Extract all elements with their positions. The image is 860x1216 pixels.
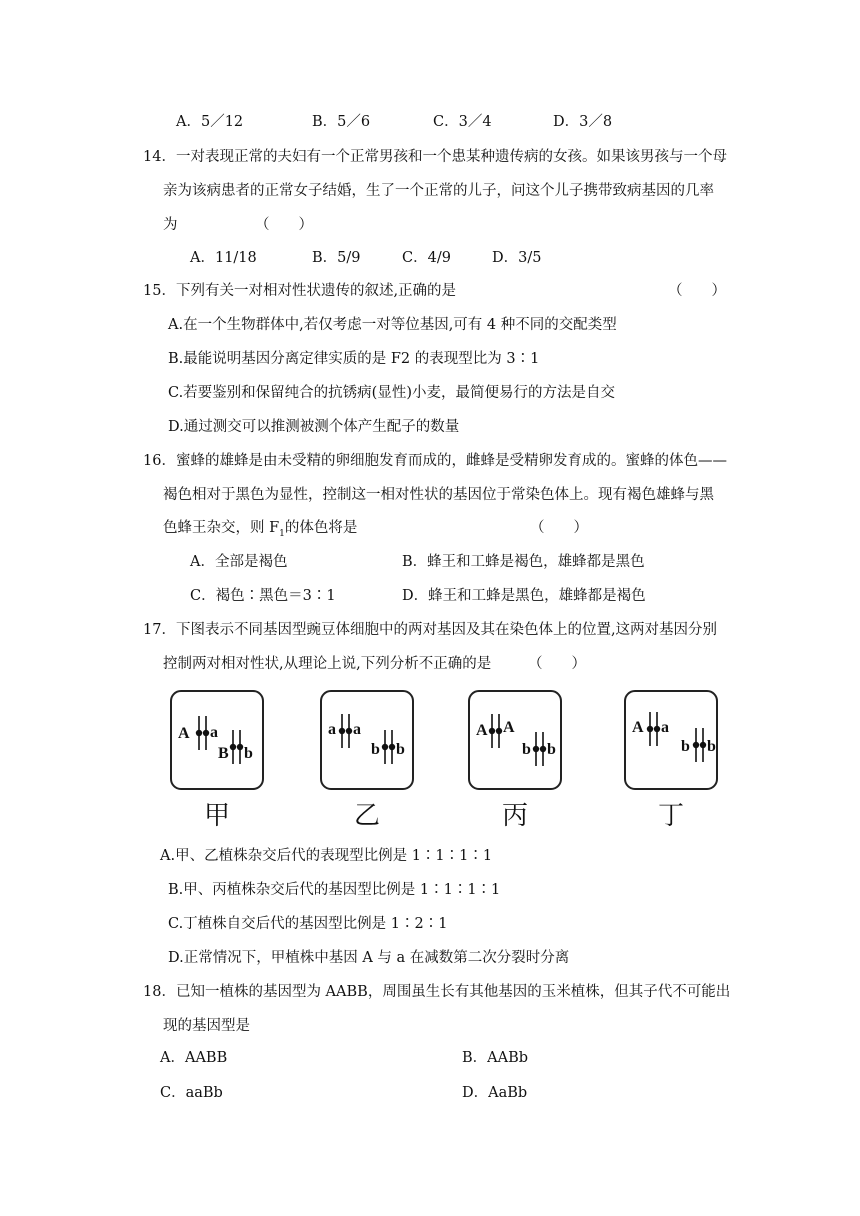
- gene-label: A: [178, 725, 190, 742]
- cell-yi-chromosomes: [322, 692, 416, 792]
- q17-stem-line-1: 17．下图表示不同基因型豌豆体细胞中的两对基因及其在染色体上的位置,这两对基因分别: [143, 622, 718, 638]
- q14-answer-blank: （ ）: [255, 217, 313, 233]
- caption-jia: 甲: [203, 801, 230, 831]
- q18-option-b: B．AABb: [462, 1050, 529, 1066]
- gene-label: A: [476, 722, 488, 739]
- gene-label: b: [681, 738, 690, 755]
- q14-option-d: D．3/5: [492, 250, 542, 266]
- q16-option-d: D．蜂王和工蜂是黑色，雄蜂都是褐色: [402, 588, 646, 604]
- q15-option-a: A.在一个生物群体中,若仅考虑一对等位基因,可有 4 种不同的交配类型: [168, 317, 617, 333]
- cell-yi: [320, 690, 414, 790]
- q18-stem-line-1: 18．已知一植株的基因型为 AABB，周围虽生长有其他基因的玉米植株，但其子代不可能出: [143, 984, 731, 1000]
- q16-option-c: C．褐色∶黑色＝3∶1: [190, 588, 336, 604]
- q14-stem-line-1: 14．一对表现正常的夫妇有一个正常男孩和一个患某种遗传病的女孩。如果该男孩与一个母: [143, 149, 727, 165]
- cell-bing: [468, 690, 562, 790]
- q17-option-b: B.甲、丙植株杂交后代的基因型比例是 1∶1∶1∶1: [168, 882, 501, 898]
- q14-option-c: C．4/9: [402, 250, 451, 266]
- q17-option-c: C.丁植株自交后代的基因型比例是 1∶2∶1: [168, 916, 448, 932]
- q16-stem-line-2: 褐色相对于黑色为显性，控制这一相对性状的基因位于常染色体上。现有褐色雄蜂与黑: [163, 487, 714, 503]
- q16-stem-line-1: 16．蜜蜂的雄蜂是由未受精的卵细胞发育而成的，雌蜂是受精卵发育成的。蜜蜂的体色——: [143, 453, 727, 469]
- cell-bing-chromosomes: [470, 692, 564, 792]
- caption-ding: 丁: [657, 801, 684, 831]
- cell-jia: [170, 690, 264, 790]
- q15-stem: 15．下列有关一对相对性状遗传的叙述,正确的是: [143, 283, 457, 299]
- caption-yi: 乙: [353, 801, 380, 831]
- q13-option-d: D．3／8: [553, 114, 613, 130]
- q13-option-b: B．5／6: [312, 114, 371, 130]
- gene-label: b: [371, 741, 380, 758]
- q14-stem-line-3: 为: [163, 217, 178, 233]
- q14-stem-line-2: 亲为该病患者的正常女子结婚，生了一个正常的儿子，问这个儿子携带致病基因的几率: [163, 183, 714, 199]
- q16-subscript: 1: [279, 528, 285, 539]
- q15-option-c: C.若要鉴别和保留纯合的抗锈病(显性)小麦，最简便易行的方法是自交: [168, 385, 615, 401]
- q16-option-a: A．全部是褐色: [190, 554, 288, 570]
- gene-label: A: [503, 719, 515, 736]
- q14-option-b: B．5/9: [312, 250, 361, 266]
- q15-option-b: B.最能说明基因分离定律实质的是 F2 的表现型比为 3∶1: [168, 351, 540, 367]
- cell-jia-chromosomes: [172, 692, 266, 792]
- q15-answer-blank: （ ）: [668, 283, 726, 299]
- q16-stem-line-3a: 色蜂王杂交，则 F: [163, 520, 280, 536]
- gene-label: B: [218, 745, 229, 762]
- gene-label: a: [210, 724, 218, 741]
- gene-label: b: [244, 745, 253, 762]
- cell-ding-chromosomes: [626, 692, 720, 792]
- q18-option-a: A．AABB: [160, 1050, 228, 1066]
- q17-answer-blank: （ ）: [528, 656, 586, 672]
- q17-stem-line-2: 控制两对相对性状,从理论上说,下列分析不正确的是: [163, 656, 492, 672]
- gene-label: b: [547, 741, 556, 758]
- q16-stem-line-3b: 的体色将是: [284, 520, 358, 536]
- q14-option-a: A．11/18: [190, 250, 257, 266]
- gene-label: a: [328, 721, 336, 738]
- gene-label: A: [632, 719, 644, 736]
- q17-option-a: A.甲、乙植株杂交后代的表现型比例是 1∶1∶1∶1: [160, 848, 493, 864]
- q18-stem-line-2: 现的基因型是: [163, 1018, 250, 1034]
- gene-label: b: [707, 738, 716, 755]
- q16-stem-line-3: [163, 518, 357, 544]
- q18-option-d: D．AaBb: [462, 1085, 528, 1101]
- q18-option-c: C．aaBb: [160, 1085, 223, 1101]
- q15-option-d: D.通过测交可以推测被测个体产生配子的数量: [168, 419, 460, 435]
- gene-label: b: [522, 741, 531, 758]
- gene-label: b: [396, 741, 405, 758]
- gene-label: a: [661, 719, 669, 736]
- q16-answer-blank: （ ）: [530, 520, 588, 536]
- gene-label: a: [353, 721, 361, 738]
- q17-option-d: D.正常情况下，甲植株中基因 A 与 a 在减数第二次分裂时分离: [168, 950, 570, 966]
- cell-ding: [624, 690, 718, 790]
- q16-option-b: B．蜂王和工蜂是褐色，雄蜂都是黑色: [402, 554, 645, 570]
- caption-bing: 丙: [501, 801, 528, 831]
- q13-option-a: A．5／12: [176, 114, 244, 130]
- q13-option-c: C．3／4: [433, 114, 492, 130]
